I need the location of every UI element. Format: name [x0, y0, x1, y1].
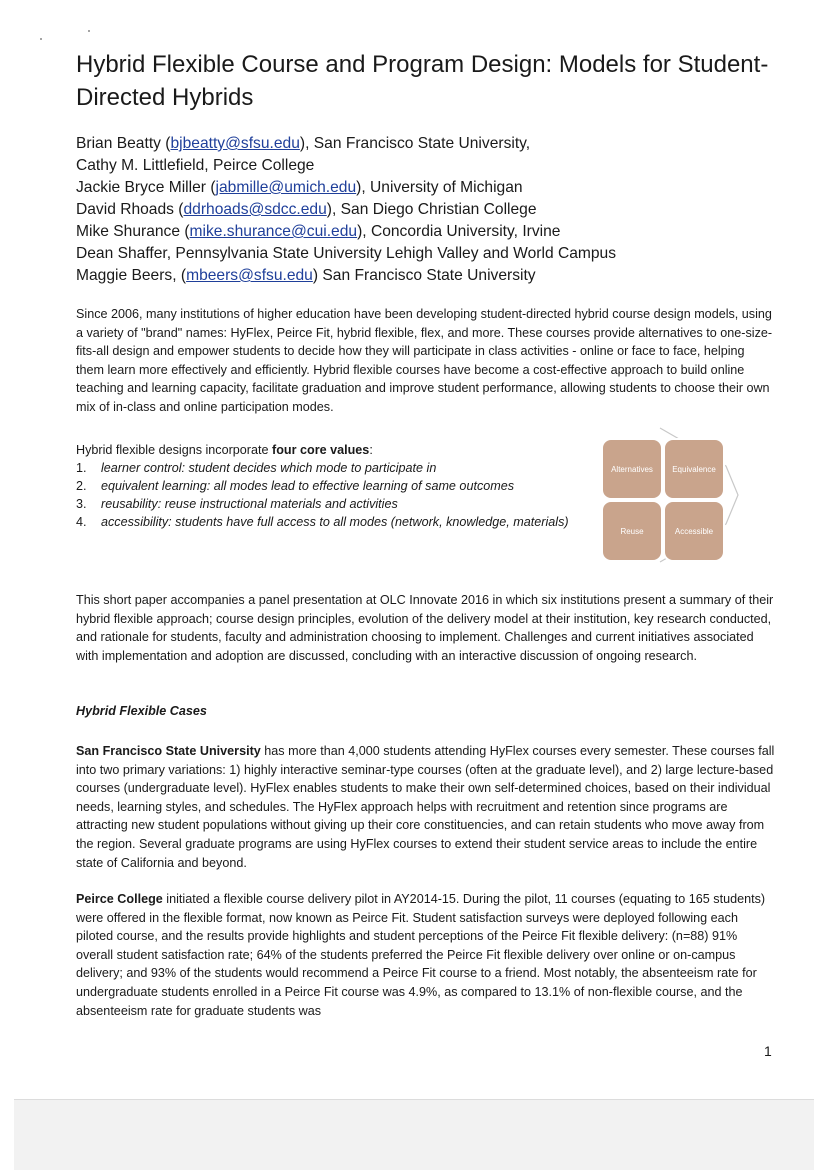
- list-item: [76, 495, 576, 513]
- author-line: Maggie Beers, (mbeers@sfsu.edu) San Francisco State University: [76, 267, 536, 284]
- peirce-lead: Peirce College: [76, 892, 163, 906]
- author-line: Brian Beatty (bjbeatty@sfsu.edu), San Francisco State University,: [76, 135, 531, 152]
- sfsu-paragraph: [76, 742, 776, 872]
- section-heading: Hybrid Flexible Cases: [76, 704, 207, 718]
- sfsu-text: has more than 4,000 students attending HyFlex courses every semester. These courses fall into two primary variations: 1) highly interactive seminar-type courses (often at the graduate level), and 2) large lecture-based courses (undergraduate level). HyFlex enables students to make their own self-determined choices, based on their individual needs, learning styles, and schedules. The HyFlex approach helps with recruitment and retention since programs are attracting new student populations without giving up their core constituencies, and can retain students who move away from the region. Several graduate programs are using HyFlex courses to extend their student service areas to include the entire state of California and beyond.: [76, 744, 775, 870]
- list-number: 1.: [76, 461, 87, 475]
- author-affiliation: , Pennsylvania State University Lehigh Valley and World Campus: [166, 245, 617, 262]
- author-email-link[interactable]: bjbeatty@sfsu.edu: [170, 135, 300, 152]
- author-affiliation: , University of Michigan: [361, 179, 523, 196]
- author-name: David Rhoads: [76, 201, 174, 218]
- author-email-link[interactable]: mike.shurance@cui.edu: [189, 223, 358, 240]
- panel-paragraph: This short paper accompanies a panel presentation at OLC Innovate 2016 in which six institutions present a summary of their hybrid flexible approach; course design principles, evolution of the delivery model at their institution, key research conducted, and rationale for students, faculty and administration choosing to implement. Challenges and current initiatives associated with implementation and adoption are discussed, concluding with an interactive discussion of ongoing research.: [76, 593, 774, 663]
- author-list: [76, 133, 796, 287]
- author-email-link[interactable]: mbeers@sfsu.edu: [186, 267, 313, 284]
- author-line: David Rhoads (ddrhoads@sdcc.edu), San Diego Christian College: [76, 201, 537, 218]
- author-name: Jackie Bryce Miller: [76, 179, 206, 196]
- list-item: [76, 513, 576, 531]
- author-name: Dean Shaffer: [76, 245, 167, 262]
- list-number: 3.: [76, 497, 87, 511]
- author-name: Mike Shurance: [76, 223, 181, 240]
- author-line: [76, 243, 796, 265]
- tile-label-reuse: Reuse: [620, 527, 644, 536]
- author-affiliation: , San Francisco State University,: [305, 135, 531, 152]
- list-number: 2.: [76, 479, 87, 493]
- tile-label-equivalence: Equivalence: [672, 465, 716, 474]
- peirce-paragraph: [76, 890, 776, 1020]
- author-email-link[interactable]: jabmille@umich.edu: [215, 179, 357, 196]
- author-affiliation: , San Diego Christian College: [331, 201, 537, 218]
- author-affiliation: , Peirce College: [204, 157, 315, 174]
- core-values-intro-text: Hybrid flexible designs incorporate: [76, 443, 273, 457]
- author-affiliation: , Concordia University, Irvine: [362, 223, 561, 240]
- author-email-link[interactable]: ddrhoads@sdcc.edu: [183, 201, 327, 218]
- list-item: [76, 477, 576, 495]
- scan-speck: [40, 38, 42, 40]
- intro-paragraph: Since 2006, many institutions of higher education have been developing student-directed hybrid course design models, using a variety of "brand" names: HyFlex, Peirce Fit, hybrid flexible, flex, and more. These courses provide alternatives to one-size-fits-all design and empower students to decide how they will participate in class activities - online or face to face, helping them learn more effectively and efficiently. Hybrid flexible courses have become a cost-effective approach to build online teaching and learning capacity, facilitate graduation and improve student performance, allowing students to choose their own mix of in-class and online participation modes.: [76, 307, 773, 414]
- core-values-intro-colon: :: [369, 443, 373, 457]
- author-line: Mike Shurance (mike.shurance@cui.edu), Concordia University, Irvine: [76, 223, 561, 240]
- scan-speck: [88, 30, 90, 32]
- author-line: [76, 155, 796, 177]
- list-item-text: equivalent learning: all modes lead to effective learning of same outcomes: [101, 479, 515, 493]
- author-name: Brian Beatty: [76, 135, 161, 152]
- paper-title: Hybrid Flexible Course and Program Design: Models for Student-Directed Hybrids: [76, 51, 769, 111]
- author-name: Maggie Beers,: [76, 267, 177, 284]
- author-line: Jackie Bryce Miller (jabmille@umich.edu), University of Michigan: [76, 179, 523, 196]
- scan-footer-band: [14, 1099, 814, 1170]
- list-item-text: reusability: reuse instructional materials and activities: [101, 497, 398, 511]
- sfsu-lead: San Francisco State University: [76, 744, 261, 758]
- author-affiliation: San Francisco State University: [318, 267, 536, 284]
- core-values-intro: [76, 441, 373, 459]
- author-name: Cathy M. Littlefield: [76, 157, 205, 174]
- peirce-text: initiated a flexible course delivery pilot in AY2014-15. During the pilot, 11 courses (equating to 165 students) were offered in the flexible format, now known as Peirce Fit. Student satisfaction surveys were deployed following each piloted course, and the results provide highlights and student perceptions of the Peirce Fit flexible delivery: (n=88) 91% overall student satisfaction rate; 64% of the students preferred the Peirce Fit flexible delivery over online or on-campus delivery; and 93% of the students would recommend a Peirce Fit course to a friend. Most notably, the absenteeism rate for undergraduate students enrolled in a Peirce Fit course was 4.9%, as compared to 13.1% of non-flexible course, and the absenteeism rate for graduate students was: [76, 892, 766, 1018]
- page-number: 1: [764, 1043, 772, 1059]
- tile-label-accessible: Accessible: [674, 527, 714, 536]
- core-values-diagram: [598, 426, 746, 564]
- list-item-text: accessibility: students have full access to all modes (network, knowledge, materials): [101, 515, 569, 529]
- core-values-intro-emphasis: four core values: [272, 443, 370, 457]
- list-number: 4.: [76, 515, 87, 529]
- list-item: [76, 459, 576, 477]
- tile-label-alternatives: Alternatives: [611, 465, 653, 474]
- core-values-list: [76, 459, 576, 531]
- list-item-text: learner control: student decides which mode to participate in: [101, 461, 437, 475]
